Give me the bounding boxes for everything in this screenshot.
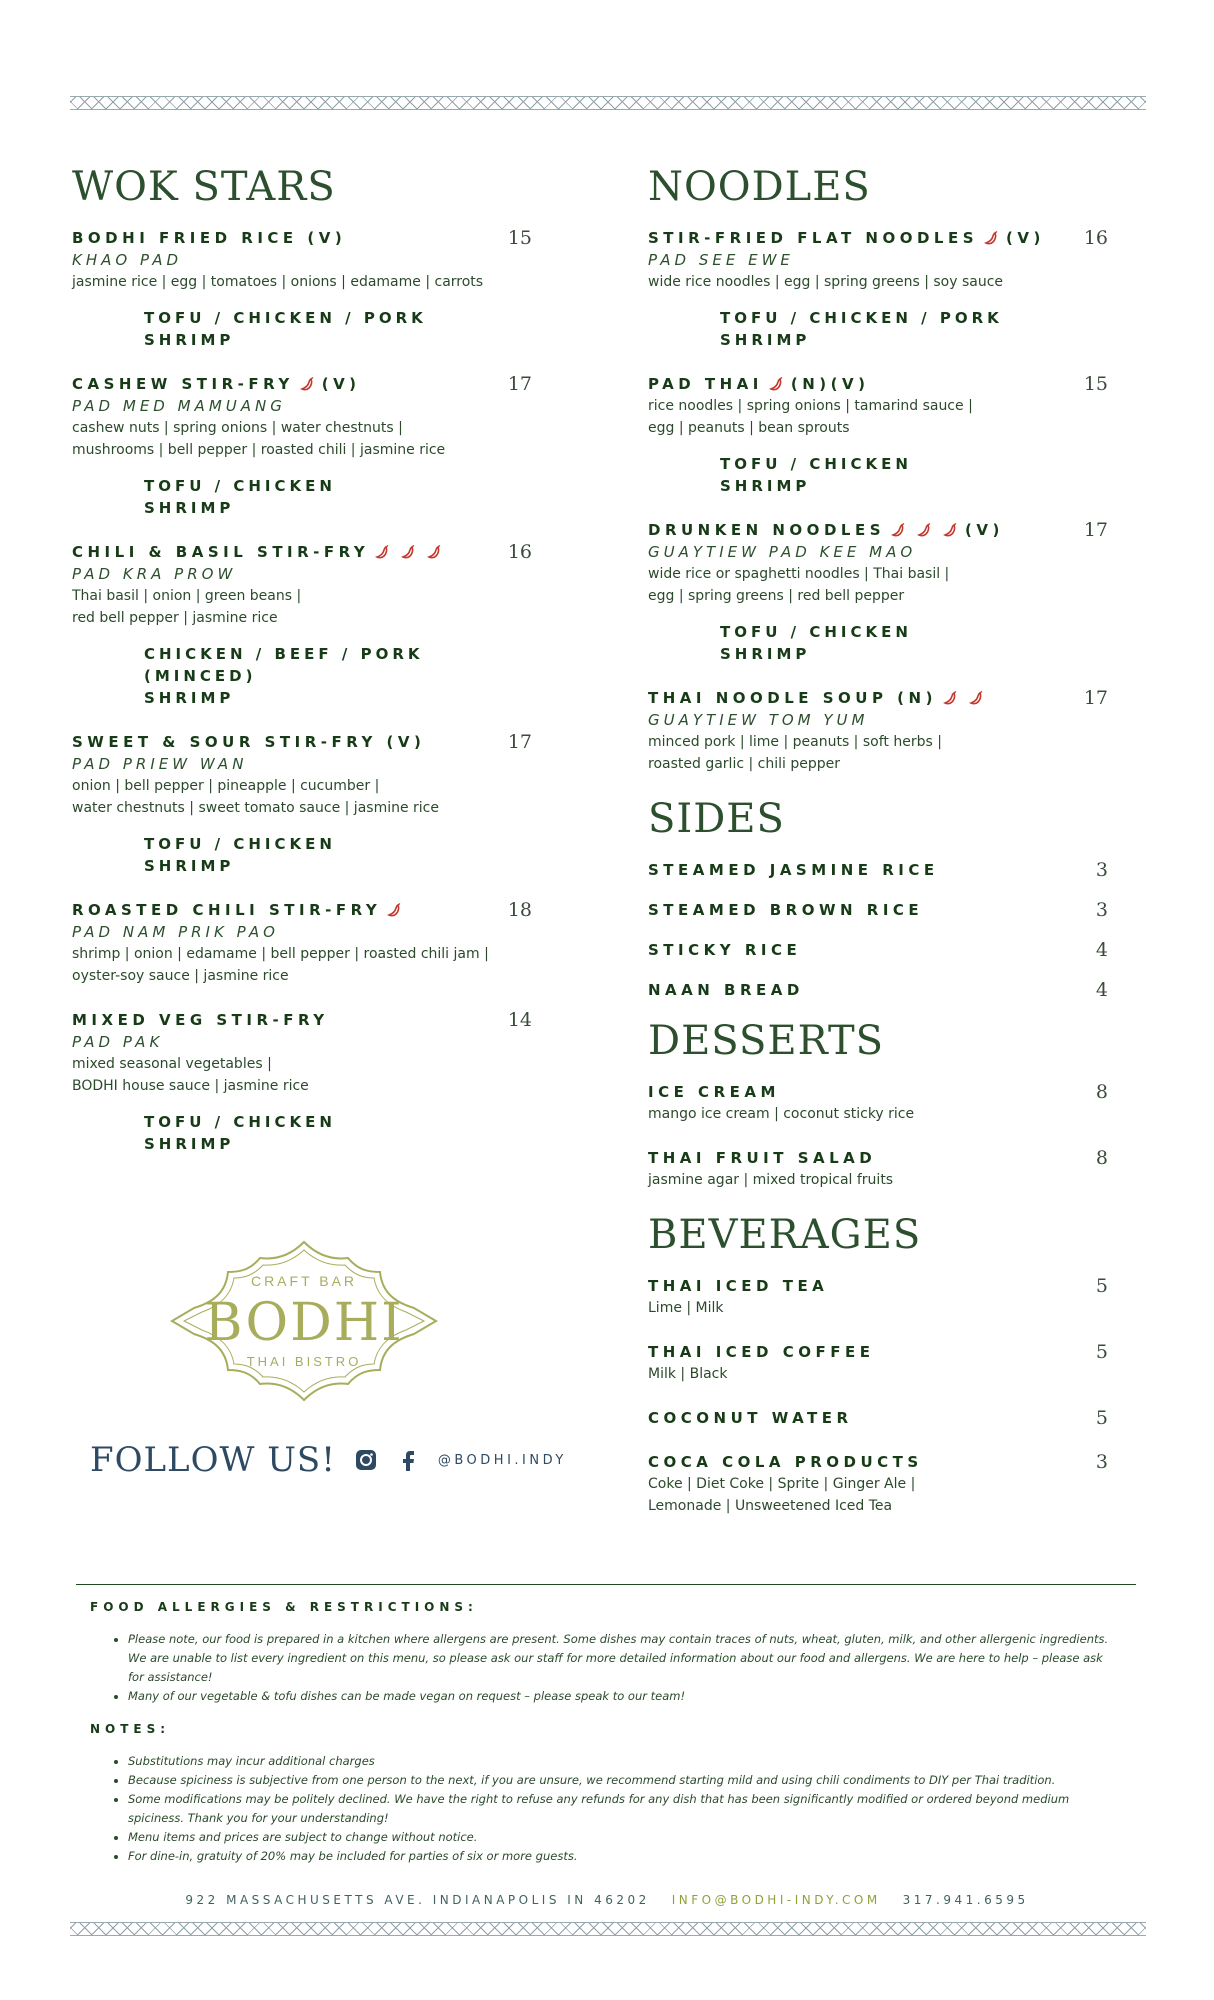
chili-rating (387, 902, 403, 918)
wok-item-thai-name: PAD PRIEW WAN (72, 755, 248, 773)
allergies-list (90, 1630, 1110, 1706)
chili-pepper-icon (984, 230, 1000, 246)
chili-pepper-icon (943, 690, 959, 706)
beverage-item-description: Milk | Black (648, 1366, 728, 1382)
allergies-note: • Please note, our food is prepared in a kitchen where allergens are present. Some dishes may contain traces of nuts, wheat, gluten, milk, and other allergenic ingredients. We are unable to list every ingredient on this menu, so please ask our staff for more detailed information about our food and allergens. We are here to help – please ask for assistance! (128, 1630, 1110, 1687)
protein-option: SHRIMP (144, 689, 235, 707)
wok-item (72, 227, 532, 351)
protein-option: TOFU / CHICKEN (720, 623, 912, 641)
desserts-title: DESSERTS (648, 1018, 885, 1064)
protein-option: CHICKEN / BEEF / PORK (MINCED) (144, 645, 424, 685)
noodle-item-thai-name: GUAYTIEW TOM YUM (648, 711, 869, 729)
notes-note: • Because spiciness is subjective from one person to the next, if you are unsure, we recommend starting mild and using chili condiments to DIY per Thai tradition. (128, 1771, 1110, 1790)
notes-note: • Some modifications may be politely declined. We have the right to refuse any refunds for any dish that has been significantly modified or ordered beyond medium spiciness. Thank you for your understanding! (128, 1790, 1110, 1828)
item-name-text: SWEET & SOUR STIR-FRY (V) (72, 733, 426, 751)
wok-item-description: jasmine rice | egg | tomatoes | onions | edamame | carrots (72, 274, 484, 290)
wok-item-protein-options (144, 643, 532, 709)
beverage-item (648, 1275, 1108, 1319)
item-name-text: THAI ICED COFFEE (648, 1343, 875, 1361)
chili-rating (984, 230, 1000, 246)
side-item (648, 899, 1108, 921)
item-name-text: THAI NOODLE SOUP (N) (648, 689, 937, 707)
sides-title: SIDES (648, 796, 785, 842)
wok-item-thai-name: PAD MED MAMUANG (72, 397, 286, 415)
notes-note: • For dine-in, gratuity of 20% may be included for parties of six or more guests. (128, 1847, 1110, 1866)
beverage-item-price: 3 (1095, 1451, 1108, 1473)
side-item (648, 939, 1108, 961)
beverages-list (648, 1275, 1108, 1517)
wok-item-description: mixed seasonal vegetables | (72, 1056, 272, 1072)
chili-rating (891, 522, 959, 538)
notes-note: • Menu items and prices are subject to change without notice. (128, 1828, 1110, 1847)
chili-rating (375, 544, 443, 560)
bottom-border (70, 1922, 1146, 1936)
wok-item-thai-name: PAD NAM PRIK PAO (72, 923, 279, 941)
protein-option: TOFU / CHICKEN (720, 455, 912, 473)
beverage-item-description: Lemonade | Unsweetened Iced Tea (648, 1498, 893, 1514)
side-item-name: NAAN BREAD (648, 981, 804, 999)
wok-item-description: water chestnuts | sweet tomato sauce | jasmine rice (72, 800, 439, 816)
instagram-icon[interactable] (354, 1448, 378, 1472)
protein-option: TOFU / CHICKEN (144, 835, 336, 853)
wok-item-price: 18 (507, 899, 532, 921)
chili-pepper-icon (375, 544, 391, 560)
noodle-item-description: rice noodles | spring onions | tamarind sauce | (648, 398, 973, 414)
item-tags: (V) (321, 375, 361, 393)
logo-bottom-text: THAI BISTRO (246, 1354, 362, 1369)
wok-item (72, 373, 532, 519)
chili-pepper-icon (401, 544, 417, 560)
item-name-text: CASHEW STIR-FRY (72, 375, 294, 393)
protein-option: SHRIMP (144, 331, 235, 349)
noodle-item-name (648, 227, 1108, 249)
wok-item-description: shrimp | onion | edamame | bell pepper | roasted chili jam | (72, 946, 489, 962)
chili-pepper-icon (917, 522, 933, 538)
wok-item-name (72, 1009, 532, 1031)
top-border (70, 96, 1146, 110)
chili-pepper-icon (943, 522, 959, 538)
wok-item-price: 14 (507, 1009, 532, 1031)
noodle-item-price: 16 (1083, 227, 1108, 249)
noodles-title: NOODLES (648, 164, 871, 210)
side-item-name: STEAMED BROWN RICE (648, 901, 924, 919)
protein-option: SHRIMP (720, 331, 811, 349)
wok-item-description: oyster-soy sauce | jasmine rice (72, 968, 289, 984)
follow-us-text: FOLLOW US! (90, 1440, 336, 1480)
side-item-price: 3 (1095, 899, 1108, 921)
wok-item-description: red bell pepper | jasmine rice (72, 610, 278, 626)
dessert-item-name (648, 1081, 1108, 1103)
protein-option: TOFU / CHICKEN / PORK (720, 309, 1003, 327)
noodle-item-protein-options (720, 453, 1108, 497)
wok-item-name (72, 227, 532, 249)
item-name-text: CHILI & BASIL STIR-FRY (72, 543, 370, 561)
wok-item (72, 1009, 532, 1155)
wok-item-price: 15 (507, 227, 532, 249)
notes-list (90, 1752, 1110, 1866)
side-item-name: STICKY RICE (648, 941, 802, 959)
protein-option: SHRIMP (720, 645, 811, 663)
wok-item-name (72, 541, 532, 563)
wok-item (72, 731, 532, 877)
wok-item (72, 899, 532, 987)
noodle-item-price: 17 (1083, 687, 1108, 709)
noodle-item-protein-options (720, 621, 1108, 665)
noodle-item-name (648, 519, 1108, 541)
protein-option: TOFU / CHICKEN (144, 477, 336, 495)
noodle-item (648, 687, 1108, 775)
item-name-text: COCONUT WATER (648, 1409, 853, 1427)
dessert-item-description: jasmine agar | mixed tropical fruits (648, 1172, 894, 1188)
wok-item-protein-options (144, 833, 532, 877)
item-name-text: STIR-FRIED FLAT NOODLES (648, 229, 979, 247)
item-name-text: THAI FRUIT SALAD (648, 1149, 877, 1167)
protein-option: TOFU / CHICKEN (144, 1113, 336, 1131)
chili-pepper-icon (969, 690, 985, 706)
chili-pepper-icon (387, 902, 403, 918)
right-column (648, 165, 1108, 1539)
chili-pepper-icon (300, 376, 316, 392)
beverage-item-name (648, 1275, 1108, 1297)
wok-item-thai-name: PAD KRA PROW (72, 565, 237, 583)
noodle-item-description: wide rice or spaghetti noodles | Thai basil | (648, 566, 950, 582)
wok-item-description: onion | bell pepper | pineapple | cucumber | (72, 778, 380, 794)
notes-section (90, 1600, 1110, 1882)
beverage-item (648, 1341, 1108, 1385)
footer-contact (0, 1893, 1214, 1907)
noodle-item-price: 15 (1083, 373, 1108, 395)
wok-item-description: Thai basil | onion | green beans | (72, 588, 302, 604)
side-item-price: 3 (1095, 859, 1108, 881)
noodle-item-name (648, 687, 1108, 709)
social-handle[interactable]: @BODHI.INDY (437, 1452, 567, 1468)
noodle-item-name (648, 373, 1108, 395)
dessert-item-price: 8 (1095, 1081, 1108, 1103)
dessert-item (648, 1147, 1108, 1191)
wok-stars-title: WOK STARS (72, 164, 336, 210)
item-name-text: BODHI FRIED RICE (V) (72, 229, 347, 247)
noodle-item-description: egg | spring greens | red bell pepper (648, 588, 905, 604)
beverage-item (648, 1407, 1108, 1429)
divider-rule (76, 1584, 1136, 1585)
item-tags: (V) (965, 521, 1004, 539)
noodle-item-thai-name: PAD SEE EWE (648, 251, 794, 269)
beverage-item-price: 5 (1095, 1275, 1108, 1297)
noodle-item (648, 227, 1108, 351)
wok-item-name (72, 899, 532, 921)
item-name-text: COCA COLA PRODUCTS (648, 1453, 923, 1471)
item-tags: (V) (1006, 229, 1045, 247)
wok-item-description: mushrooms | bell pepper | roasted chili | jasmine rice (72, 442, 446, 458)
wok-item-name (72, 373, 532, 395)
noodle-item-protein-options (720, 307, 1108, 351)
noodle-item-description: minced pork | lime | peanuts | soft herbs | (648, 734, 942, 750)
item-name-text: DRUNKEN NOODLES (648, 521, 885, 539)
side-item (648, 979, 1108, 1001)
follow-us-bar (90, 1440, 567, 1480)
wok-item (72, 541, 532, 709)
dessert-item-name (648, 1147, 1108, 1169)
chili-pepper-icon (427, 544, 443, 560)
noodle-item-description: egg | peanuts | bean sprouts (648, 420, 850, 436)
side-item-name: STEAMED JASMINE RICE (648, 861, 939, 879)
logo-top-text: CRAFT BAR (250, 1273, 358, 1289)
chili-pepper-icon (891, 522, 907, 538)
wok-item-thai-name: PAD PAK (72, 1033, 164, 1051)
wok-item-protein-options (144, 475, 532, 519)
protein-option: SHRIMP (720, 477, 811, 495)
dessert-item-price: 8 (1095, 1147, 1108, 1169)
item-name-text: PAD THAI (648, 375, 763, 393)
wok-item-description: BODHI house sauce | jasmine rice (72, 1078, 309, 1094)
notes-note: • Substitutions may incur additional charges (128, 1752, 1110, 1771)
desserts-list (648, 1081, 1108, 1191)
beverage-item-name (648, 1407, 1108, 1429)
notes-heading: NOTES: (90, 1722, 171, 1736)
item-name-text: ROASTED CHILI STIR-FRY (72, 901, 382, 919)
wok-item-description: cashew nuts | spring onions | water chestnuts | (72, 420, 403, 436)
chili-rating (769, 376, 785, 392)
logo-main-text: BODHI (204, 1293, 404, 1353)
chili-pepper-icon (769, 376, 785, 392)
chili-rating (300, 376, 316, 392)
bodhi-logo (168, 1236, 440, 1406)
beverage-item-description: Lime | Milk (648, 1300, 724, 1316)
beverage-item-price: 5 (1095, 1407, 1108, 1429)
noodle-item-price: 17 (1083, 519, 1108, 541)
protein-option: SHRIMP (144, 1135, 235, 1153)
beverage-item-name (648, 1451, 1108, 1473)
noodle-item (648, 519, 1108, 665)
dessert-item (648, 1081, 1108, 1125)
side-item-price: 4 (1095, 939, 1108, 961)
side-item (648, 859, 1108, 881)
dessert-item-description: mango ice cream | coconut sticky rice (648, 1106, 915, 1122)
noodle-item (648, 373, 1108, 497)
protein-option: TOFU / CHICKEN / PORK (144, 309, 427, 327)
noodle-item-thai-name: GUAYTIEW PAD KEE MAO (648, 543, 917, 561)
allergies-note: • Many of our vegetable & tofu dishes can be made vegan on request – please speak to our team! (128, 1687, 1110, 1706)
beverage-item (648, 1451, 1108, 1517)
wok-item-thai-name: KHAO PAD (72, 251, 183, 269)
wok-item-price: 17 (507, 731, 532, 753)
beverage-item-price: 5 (1095, 1341, 1108, 1363)
beverage-item-description: Coke | Diet Coke | Sprite | Ginger Ale | (648, 1476, 916, 1492)
footer-address: 922 MASSACHUSETTS AVE. INDIANAPOLIS IN 46202 (185, 1893, 650, 1907)
noodle-item-description: roasted garlic | chili pepper (648, 756, 840, 772)
logo-emblem-icon (168, 1236, 440, 1406)
noodle-item-description: wide rice noodles | egg | spring greens | soy sauce (648, 274, 1004, 290)
protein-option: SHRIMP (144, 499, 235, 517)
noodles-list (648, 227, 1108, 775)
item-tags: (N)(V) (790, 375, 870, 393)
wok-item-protein-options (144, 1111, 532, 1155)
facebook-icon[interactable] (396, 1448, 420, 1472)
wok-item-price: 16 (507, 541, 532, 563)
item-name-text: ICE CREAM (648, 1083, 780, 1101)
wok-stars-list (72, 227, 532, 1155)
allergies-heading: FOOD ALLERGIES & RESTRICTIONS: (90, 1600, 478, 1614)
wok-item-name (72, 731, 532, 753)
side-item-price: 4 (1095, 979, 1108, 1001)
left-column (72, 165, 532, 1177)
wok-item-price: 17 (507, 373, 532, 395)
protein-option: SHRIMP (144, 857, 235, 875)
beverages-title: BEVERAGES (648, 1212, 922, 1258)
beverage-item-name (648, 1341, 1108, 1363)
footer-email[interactable]: INFO@BODHI-INDY.COM (671, 1893, 881, 1907)
wok-item-protein-options (144, 307, 532, 351)
footer-phone[interactable]: 317.941.6595 (902, 1893, 1029, 1907)
chili-rating (943, 690, 985, 706)
item-name-text: THAI ICED TEA (648, 1277, 829, 1295)
sides-list (648, 859, 1108, 1001)
item-name-text: MIXED VEG STIR-FRY (72, 1011, 329, 1029)
